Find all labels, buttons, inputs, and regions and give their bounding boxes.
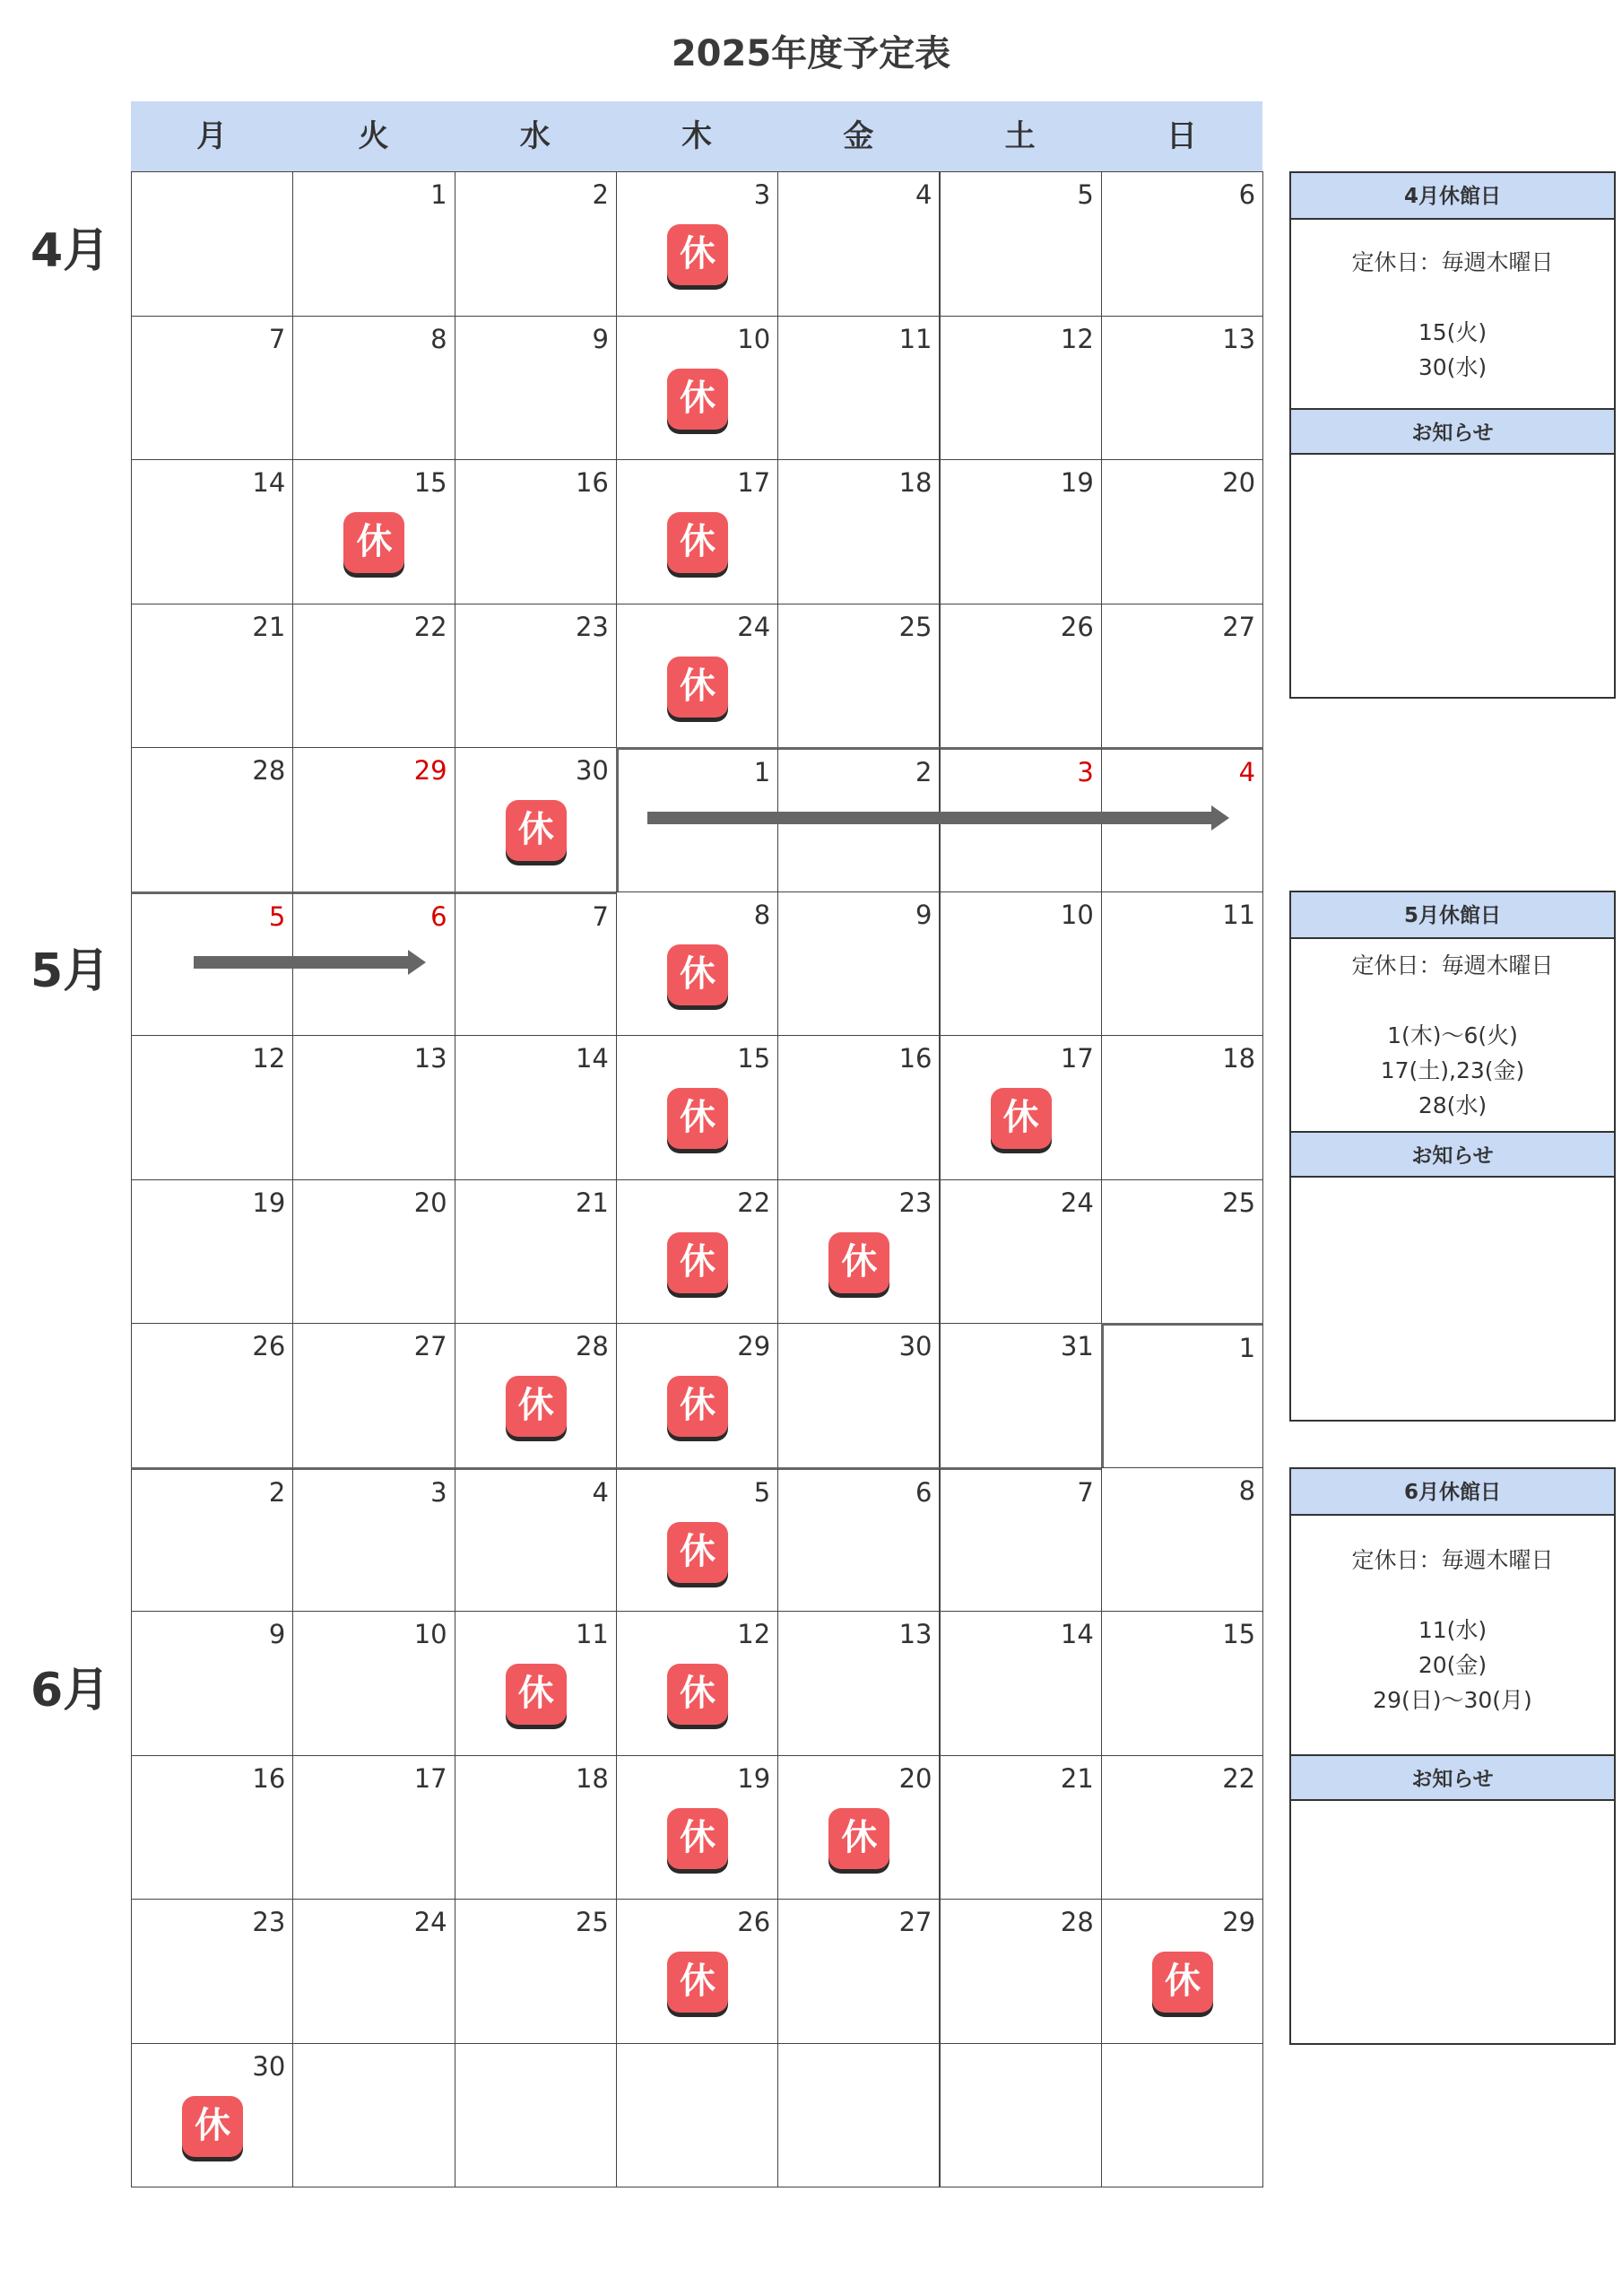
calendar-day-cell (777, 171, 940, 317)
day-number: 31 (1060, 1331, 1094, 1361)
weekday-label: 月 (196, 118, 228, 154)
day-number: 5 (1077, 179, 1094, 210)
calendar-day-cell (1101, 1323, 1263, 1468)
calendar-day-cell (131, 604, 293, 749)
closed-day-badge: 休 (343, 512, 404, 573)
day-number: 1 (430, 179, 447, 210)
calendar-day-cell (1101, 171, 1263, 317)
day-number: 29 (413, 755, 447, 786)
day-number: 18 (898, 467, 932, 498)
calendar-day-cell (131, 316, 293, 461)
closed-days-panel (1289, 891, 1616, 1422)
closed-day-badge: 休 (667, 224, 728, 285)
day-number: 8 (753, 899, 771, 930)
closed-day-entry: 15(火) (1418, 319, 1488, 345)
closed-day-badge: 休 (667, 1808, 728, 1869)
day-number: 27 (898, 1907, 932, 1937)
panel-title: 5月休館日 (1291, 892, 1614, 939)
day-number: 25 (575, 1907, 609, 1937)
calendar-day-cell (131, 747, 293, 892)
closed-day-badge: 休 (667, 944, 728, 1005)
calendar-day-cell (1101, 1467, 1263, 1613)
closed-day-badge: 休 (667, 1952, 728, 2013)
calendar-day-cell (940, 1755, 1102, 1900)
day-number: 25 (1222, 1187, 1256, 1218)
day-number: 17 (737, 467, 771, 498)
calendar-day-cell (940, 891, 1102, 1037)
calendar-day-cell (455, 604, 617, 749)
day-number: 13 (413, 1043, 447, 1074)
closed-day-badge: 休 (828, 1232, 889, 1293)
day-number: 11 (1222, 899, 1256, 930)
closed-day-badge: 休 (828, 1808, 889, 1869)
calendar-day-cell (292, 2043, 455, 2188)
calendar-day-cell (616, 1899, 778, 2044)
holiday-span-arrow (194, 956, 410, 969)
calendar-day-cell (455, 2043, 617, 2188)
closed-day-badge: 休 (667, 369, 728, 430)
day-number: 7 (1077, 1476, 1094, 1508)
calendar-day-cell (616, 1467, 778, 1613)
day-number: 24 (737, 611, 771, 642)
day-number: 2 (915, 757, 932, 787)
calendar-day-cell (1101, 2043, 1263, 2188)
day-number: 4 (915, 179, 932, 210)
calendar-day-cell (455, 459, 617, 604)
weekday-label: 木 (681, 118, 713, 154)
notice-body (1291, 1178, 1614, 1420)
day-number: 30 (898, 1331, 932, 1361)
day-number: 13 (898, 1619, 932, 1649)
notice-body (1291, 455, 1614, 697)
closed-days-panel (1289, 1467, 1616, 2045)
calendar-day-cell (131, 171, 293, 317)
closed-days-list (1291, 939, 1614, 1131)
closed-day-badge: 休 (667, 512, 728, 573)
calendar-day-cell (131, 1035, 293, 1180)
calendar-day-cell (1101, 891, 1263, 1037)
closed-day-badge: 休 (667, 1232, 728, 1293)
day-number: 23 (252, 1907, 286, 1937)
day-number: 9 (592, 323, 609, 354)
day-number: 30 (252, 2050, 286, 2082)
calendar-day-cell (131, 2043, 293, 2188)
day-number: 4 (592, 1476, 609, 1508)
day-number: 2 (268, 1476, 286, 1508)
calendar-day-cell (292, 1899, 455, 2044)
calendar-day-cell (1101, 459, 1263, 604)
day-number: 21 (252, 611, 286, 642)
day-number: 3 (1077, 757, 1094, 787)
day-number: 22 (737, 1187, 771, 1218)
calendar-day-cell (940, 1899, 1102, 2044)
calendar-day-cell (455, 747, 617, 892)
day-number: 10 (413, 1619, 447, 1649)
calendar-day-cell (455, 1755, 617, 1900)
calendar-day-cell (777, 1035, 940, 1180)
day-number: 2 (592, 179, 609, 210)
closed-day-entry: 1(木)～6(火) (1387, 1022, 1518, 1048)
panel-title: 4月休館日 (1291, 173, 1614, 220)
day-number: 14 (1060, 1619, 1094, 1649)
month-label: 6月 (30, 1664, 110, 1718)
closed-day-entry: 20(金) (1418, 1652, 1488, 1678)
calendar-day-cell (777, 604, 940, 749)
day-number: 23 (575, 611, 609, 642)
day-number: 7 (592, 900, 609, 932)
calendar-day-cell (616, 2043, 778, 2188)
calendar-day-cell (777, 1467, 940, 1613)
calendar-day-cell (292, 604, 455, 749)
day-number: 26 (1060, 611, 1094, 642)
calendar-day-cell (292, 316, 455, 461)
day-number: 19 (252, 1187, 286, 1218)
calendar-day-cell (131, 1899, 293, 2044)
day-number: 11 (575, 1619, 609, 1649)
day-number: 27 (1222, 611, 1256, 642)
day-number: 3 (753, 179, 771, 210)
day-number: 29 (737, 1331, 771, 1361)
day-number: 15 (1222, 1619, 1256, 1649)
calendar-day-cell (940, 316, 1102, 461)
notice-body (1291, 1801, 1614, 2043)
day-number: 16 (898, 1043, 932, 1074)
calendar-day-cell (1101, 316, 1263, 461)
day-number: 17 (1060, 1043, 1094, 1074)
arrow-head-icon (408, 950, 426, 975)
closed-day-entry: 11(水) (1418, 1617, 1488, 1643)
calendar-day-cell (940, 2043, 1102, 2188)
month-label: 4月 (30, 224, 110, 278)
closed-day-entry (1291, 1578, 1614, 1613)
day-number: 8 (430, 323, 447, 354)
day-number: 17 (413, 1762, 447, 1794)
closed-day-badge: 休 (182, 2096, 243, 2157)
calendar-day-cell (777, 1611, 940, 1756)
day-number: 28 (1060, 1907, 1094, 1937)
day-number: 20 (898, 1762, 932, 1794)
calendar-day-cell (292, 171, 455, 317)
closed-day-entry (1291, 983, 1614, 1018)
calendar-day-cell (616, 604, 778, 749)
calendar-day-cell (455, 1899, 617, 2044)
closed-day-badge: 休 (667, 1664, 728, 1725)
calendar-day-cell (777, 1323, 940, 1468)
day-number: 11 (898, 323, 932, 354)
day-number: 26 (252, 1331, 286, 1361)
day-number: 18 (1222, 1043, 1256, 1074)
calendar-day-cell (455, 1035, 617, 1180)
day-number: 12 (737, 1619, 771, 1649)
calendar-day-cell (616, 1755, 778, 1900)
calendar-day-cell (777, 891, 940, 1037)
calendar-day-cell (455, 1179, 617, 1325)
calendar-day-cell (1101, 1899, 1263, 2044)
weekday-label: 火 (358, 118, 389, 154)
day-number: 16 (575, 467, 609, 498)
calendar-day-cell (1101, 1179, 1263, 1325)
weekday-label: 金 (843, 118, 874, 154)
day-number: 24 (1060, 1187, 1094, 1218)
calendar-day-cell (455, 1323, 617, 1468)
day-number: 9 (268, 1619, 286, 1649)
calendar-day-cell (455, 316, 617, 461)
notice-title: お知らせ (1291, 408, 1614, 455)
calendar-day-cell (616, 891, 778, 1037)
calendar-day-cell (777, 2043, 940, 2188)
closed-day-badge: 休 (667, 1088, 728, 1149)
day-number: 12 (252, 1043, 286, 1074)
calendar-day-cell (616, 1035, 778, 1180)
closed-day-entry: 17(土),23(金) (1380, 1057, 1525, 1083)
day-number: 5 (268, 900, 286, 932)
calendar-day-cell (940, 1467, 1102, 1613)
closed-day-badge: 休 (506, 800, 567, 861)
closed-days-list (1291, 220, 1614, 408)
day-number: 19 (1060, 467, 1094, 498)
calendar-day-cell (940, 459, 1102, 604)
calendar-day-cell (292, 1179, 455, 1325)
calendar-day-cell (616, 1179, 778, 1325)
day-number: 6 (915, 1476, 932, 1508)
closed-days-panel (1289, 171, 1616, 699)
calendar-day-cell (940, 604, 1102, 749)
calendar-day-cell (777, 1755, 940, 1900)
closed-day-entry: 29(日)～30(月) (1373, 1687, 1532, 1713)
notice-title: お知らせ (1291, 1754, 1614, 1801)
calendar-day-cell (131, 1323, 293, 1468)
calendar-day-cell (940, 1611, 1102, 1756)
day-number: 1 (1238, 1333, 1256, 1363)
closed-day-badge: 休 (667, 1376, 728, 1437)
day-number: 21 (1060, 1762, 1094, 1794)
calendar-day-cell (940, 1179, 1102, 1325)
day-number: 24 (413, 1907, 447, 1937)
day-number: 12 (1060, 323, 1094, 354)
day-number: 4 (1238, 757, 1256, 787)
calendar-day-cell (616, 1611, 778, 1756)
calendar-day-cell (1101, 1035, 1263, 1180)
calendar-day-cell (292, 747, 455, 892)
day-number: 1 (753, 757, 771, 787)
calendar-day-cell (292, 1755, 455, 1900)
day-number: 10 (737, 323, 771, 354)
calendar-day-cell (131, 1467, 293, 1613)
day-number: 7 (268, 323, 286, 354)
closed-day-badge: 休 (506, 1664, 567, 1725)
calendar-day-cell (616, 1323, 778, 1468)
month-label: 5月 (30, 944, 110, 998)
day-number: 15 (413, 467, 447, 498)
closed-day-entry (1291, 280, 1614, 315)
calendar-day-cell (777, 1179, 940, 1325)
closed-day-badge: 休 (506, 1376, 567, 1437)
calendar-day-cell (616, 171, 778, 317)
weekday-label: 土 (1004, 118, 1036, 154)
closed-day-entry: 30(水) (1418, 354, 1488, 380)
day-number: 28 (575, 1331, 609, 1361)
closed-day-entry: 28(水) (1418, 1092, 1488, 1118)
calendar-day-cell (292, 1611, 455, 1756)
weekday-label: 日 (1166, 118, 1197, 154)
calendar-day-cell (292, 1323, 455, 1468)
calendar-day-cell (455, 891, 617, 1037)
page-title: 2025年度予定表 (671, 33, 951, 74)
day-number: 10 (1060, 899, 1094, 930)
calendar-day-cell (777, 1899, 940, 2044)
calendar-day-cell (131, 1755, 293, 1900)
day-number: 20 (1222, 467, 1256, 498)
day-number: 20 (413, 1187, 447, 1218)
day-number: 15 (737, 1043, 771, 1074)
notice-title: お知らせ (1291, 1131, 1614, 1178)
calendar-day-cell (292, 1467, 455, 1613)
panel-title: 6月休館日 (1291, 1469, 1614, 1516)
closed-day-entry: 定休日：毎週木曜日 (1351, 1547, 1554, 1573)
calendar-day-cell (455, 171, 617, 317)
day-number: 22 (413, 611, 447, 642)
calendar-day-cell (616, 316, 778, 461)
day-number: 26 (737, 1907, 771, 1937)
day-number: 6 (430, 900, 447, 932)
calendar-day-cell (1101, 604, 1263, 749)
closed-day-badge: 休 (1152, 1952, 1213, 2013)
day-number: 28 (252, 755, 286, 786)
closed-day-entry: 定休日：毎週木曜日 (1351, 952, 1554, 978)
day-number: 19 (737, 1762, 771, 1794)
calendar-day-cell (616, 459, 778, 604)
day-number: 23 (898, 1187, 932, 1218)
day-number: 22 (1222, 1762, 1256, 1794)
calendar-day-cell (940, 1035, 1102, 1180)
closed-day-badge: 休 (991, 1088, 1052, 1149)
closed-day-badge: 休 (667, 1522, 728, 1583)
calendar-day-cell (292, 1035, 455, 1180)
calendar-day-cell (131, 1179, 293, 1325)
day-number: 18 (575, 1762, 609, 1794)
day-number: 13 (1222, 323, 1256, 354)
calendar-day-cell (292, 459, 455, 604)
day-number: 30 (575, 755, 609, 786)
day-number: 21 (575, 1187, 609, 1218)
day-number: 25 (898, 611, 932, 642)
weekday-label: 水 (519, 118, 551, 154)
holiday-span-arrow (647, 812, 1213, 824)
calendar-day-cell (131, 459, 293, 604)
closed-day-entry: 定休日：毎週木曜日 (1351, 249, 1554, 275)
day-number: 5 (753, 1476, 771, 1508)
day-number: 3 (430, 1476, 447, 1508)
calendar-day-cell (455, 1467, 617, 1613)
day-number: 27 (413, 1331, 447, 1361)
day-number: 16 (252, 1762, 286, 1794)
calendar-day-cell (940, 171, 1102, 317)
calendar-day-cell (1101, 1611, 1263, 1756)
calendar-day-cell (777, 316, 940, 461)
day-number: 14 (252, 467, 286, 498)
closed-day-badge: 休 (667, 657, 728, 718)
calendar-day-cell (455, 1611, 617, 1756)
day-number: 29 (1222, 1907, 1256, 1937)
day-number: 9 (915, 899, 932, 930)
calendar-day-cell (1101, 1755, 1263, 1900)
day-number: 8 (1238, 1474, 1256, 1506)
calendar-day-cell (131, 1611, 293, 1756)
closed-days-list (1291, 1516, 1614, 1754)
arrow-head-icon (1211, 805, 1229, 831)
day-number: 14 (575, 1043, 609, 1074)
calendar-day-cell (777, 459, 940, 604)
calendar-day-cell (940, 1323, 1102, 1468)
day-number: 6 (1238, 179, 1256, 210)
